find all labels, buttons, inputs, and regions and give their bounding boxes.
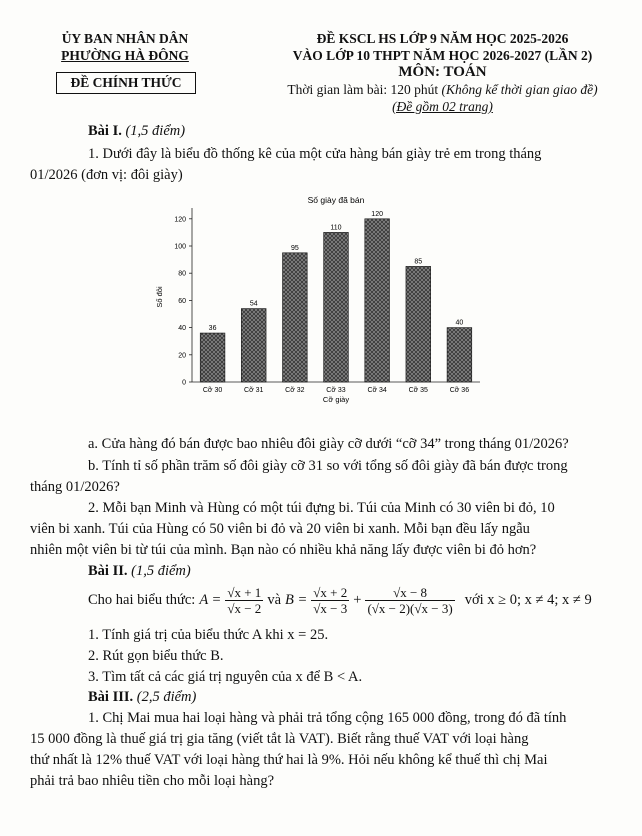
bai2-q2: 2. Rút gọn biểu thức B. bbox=[88, 648, 224, 664]
time-prefix: Thời gian làm bài: 120 phút bbox=[287, 82, 439, 97]
y-tick-label: 20 bbox=[178, 352, 186, 360]
bai2-intro: Cho hai biểu thức: bbox=[88, 592, 196, 608]
bar bbox=[200, 333, 225, 382]
bar-value-label: 95 bbox=[290, 244, 299, 252]
bar bbox=[406, 266, 431, 382]
bar-value-label: 85 bbox=[414, 258, 423, 266]
bai1-title: Bài I. bbox=[88, 123, 122, 139]
bai1-q2-line2: viên bi xanh. Túi của Hùng có 50 viên bi đỏ và 20 viên bi xanh. Mỗi bạn đều lấy ngẫu bbox=[30, 521, 530, 537]
bai1-q2-line3: nhiên một viên bi từ túi của mình. Bạn nào có nhiều khả năng lấy được viên bi đỏ hơn? bbox=[30, 542, 537, 558]
bar-value-label: 110 bbox=[330, 224, 342, 232]
x-tick-label: Cỡ 34 bbox=[367, 387, 387, 394]
y-tick-label: 0 bbox=[182, 379, 186, 387]
org-line-2: PHƯỜNG HÀ ĐÔNG bbox=[61, 48, 189, 63]
expr-a-numerator: √x + 1 bbox=[227, 584, 262, 600]
bar-value-label: 120 bbox=[371, 210, 383, 218]
bar-value-label: 36 bbox=[208, 325, 217, 333]
bai3-q1-line2: 15 000 đồng là thuế giá trị gia tăng (viết tắt là VAT). Biết rằng thuế VAT với loại hàng bbox=[30, 731, 529, 747]
y-tick-label: 80 bbox=[178, 270, 186, 278]
header-organization bbox=[30, 30, 220, 64]
bai1-qa: a. Cửa hàng đó bán được bao nhiêu đôi giày cỡ dưới “cỡ 34” trong tháng 01/2026? bbox=[88, 436, 569, 452]
bai1-q1-line1: 1. Dưới đây là biểu đồ thống kê của một cửa hàng bán giày trẻ em trong tháng bbox=[88, 146, 542, 162]
expr-b-denominator-2: (√x − 2)(√x − 3) bbox=[367, 600, 453, 616]
bai3-q1-line4: phải trả bao nhiêu tiền cho mỗi loại hàng? bbox=[30, 773, 275, 789]
official-exam-box: ĐỀ CHÍNH THỨC bbox=[56, 72, 196, 94]
bar bbox=[324, 232, 349, 382]
bar bbox=[283, 253, 308, 382]
y-tick-label: 60 bbox=[178, 297, 186, 305]
bai1-qb-line1: b. Tính tỉ số phần trăm số đôi giày cỡ 31 so với tổng số đôi giày đã bán được trong bbox=[88, 458, 568, 474]
pages-note: (Đề gồm 02 trang) bbox=[392, 99, 493, 114]
y-axis-label: Số đôi bbox=[155, 286, 164, 308]
expr-b-fraction-1 bbox=[311, 585, 349, 616]
bai2-title: Bài II. bbox=[88, 563, 128, 579]
domain-condition: với x ≥ 0; x ≠ 4; x ≠ 9 bbox=[464, 592, 592, 608]
expr-a-label: A = bbox=[199, 592, 222, 608]
bai3-q1-line3: thứ nhất là 12% thuế VAT với loại hàng thứ hai là 9%. Hỏi nếu không kể thuế thì chị Mai bbox=[30, 752, 548, 768]
plus-sign: + bbox=[353, 592, 362, 608]
exam-subject: MÔN: TOÁN bbox=[398, 64, 487, 80]
bar bbox=[241, 309, 266, 382]
y-tick-label: 100 bbox=[174, 243, 186, 251]
x-tick-label: Cỡ 35 bbox=[408, 387, 428, 394]
expr-b-denominator-1: √x − 3 bbox=[313, 600, 348, 616]
x-tick-label: Cỡ 31 bbox=[244, 387, 264, 394]
bai3-heading bbox=[88, 686, 196, 708]
bai1-q1-line2: 01/2026 (đơn vị: đôi giày) bbox=[30, 167, 183, 183]
bar bbox=[447, 328, 472, 382]
bar bbox=[365, 219, 390, 382]
x-axis-label: Cỡ giày bbox=[322, 395, 350, 404]
expr-a-denominator: √x − 2 bbox=[227, 600, 262, 616]
bai1-qb-line2: tháng 01/2026? bbox=[30, 479, 120, 495]
x-tick-label: Cỡ 32 bbox=[285, 387, 305, 394]
bai2-q3: 3. Tìm tất cả các giá trị nguyên của x để B < A. bbox=[88, 669, 363, 685]
bar-value-label: 40 bbox=[455, 319, 464, 327]
bai2-expressions bbox=[88, 580, 592, 620]
expr-b-numerator-1: √x + 2 bbox=[313, 584, 348, 600]
exam-time bbox=[265, 81, 620, 98]
time-note: (Không kể thời gian giao đề) bbox=[441, 82, 598, 97]
y-tick-label: 120 bbox=[174, 216, 186, 224]
y-tick-label: 40 bbox=[178, 325, 186, 333]
x-tick-label: Cỡ 36 bbox=[449, 387, 470, 394]
x-tick-label: Cỡ 30 bbox=[202, 387, 223, 394]
exam-title-line-2: VÀO LỚP 10 THPT NĂM HỌC 2026-2027 (LẦN 2) bbox=[292, 48, 593, 63]
expr-b-numerator-2: √x − 8 bbox=[365, 585, 454, 601]
org-line-1: ỦY BAN NHÂN DÂN bbox=[61, 31, 189, 46]
exam-title-line-1: ĐỀ KSCL HS LỚP 9 NĂM HỌC 2025-2026 bbox=[316, 31, 569, 46]
and-word: và bbox=[267, 592, 281, 608]
header-exam-info bbox=[265, 30, 620, 115]
bai3-points: (2,5 điểm) bbox=[136, 689, 197, 705]
expr-b-fraction-2 bbox=[365, 585, 454, 616]
bai1-points: (1,5 điểm) bbox=[125, 123, 186, 139]
expr-b-label: B = bbox=[285, 592, 308, 608]
bai1-q2-line1: 2. Mỗi bạn Minh và Hùng có một túi đựng bi. Túi của Minh có 30 viên bi đỏ, 10 bbox=[88, 500, 555, 516]
bai2-points: (1,5 điểm) bbox=[131, 563, 191, 579]
bai3-title: Bài III. bbox=[88, 689, 134, 705]
shoe-sales-bar-chart bbox=[150, 192, 490, 407]
chart-title: Số giày đã bán bbox=[307, 195, 365, 205]
bai2-heading bbox=[88, 560, 191, 582]
bai1-heading bbox=[88, 120, 185, 142]
bai3-q1-line1: 1. Chị Mai mua hai loại hàng và phải trả tổng cộng 165 000 đồng, trong đó đã tính bbox=[88, 710, 567, 726]
expr-a-fraction bbox=[225, 585, 263, 616]
x-tick-label: Cỡ 33 bbox=[326, 387, 346, 394]
bai2-q1: 1. Tính giá trị của biểu thức A khi x = 25. bbox=[88, 627, 329, 643]
bar-value-label: 54 bbox=[249, 300, 258, 308]
